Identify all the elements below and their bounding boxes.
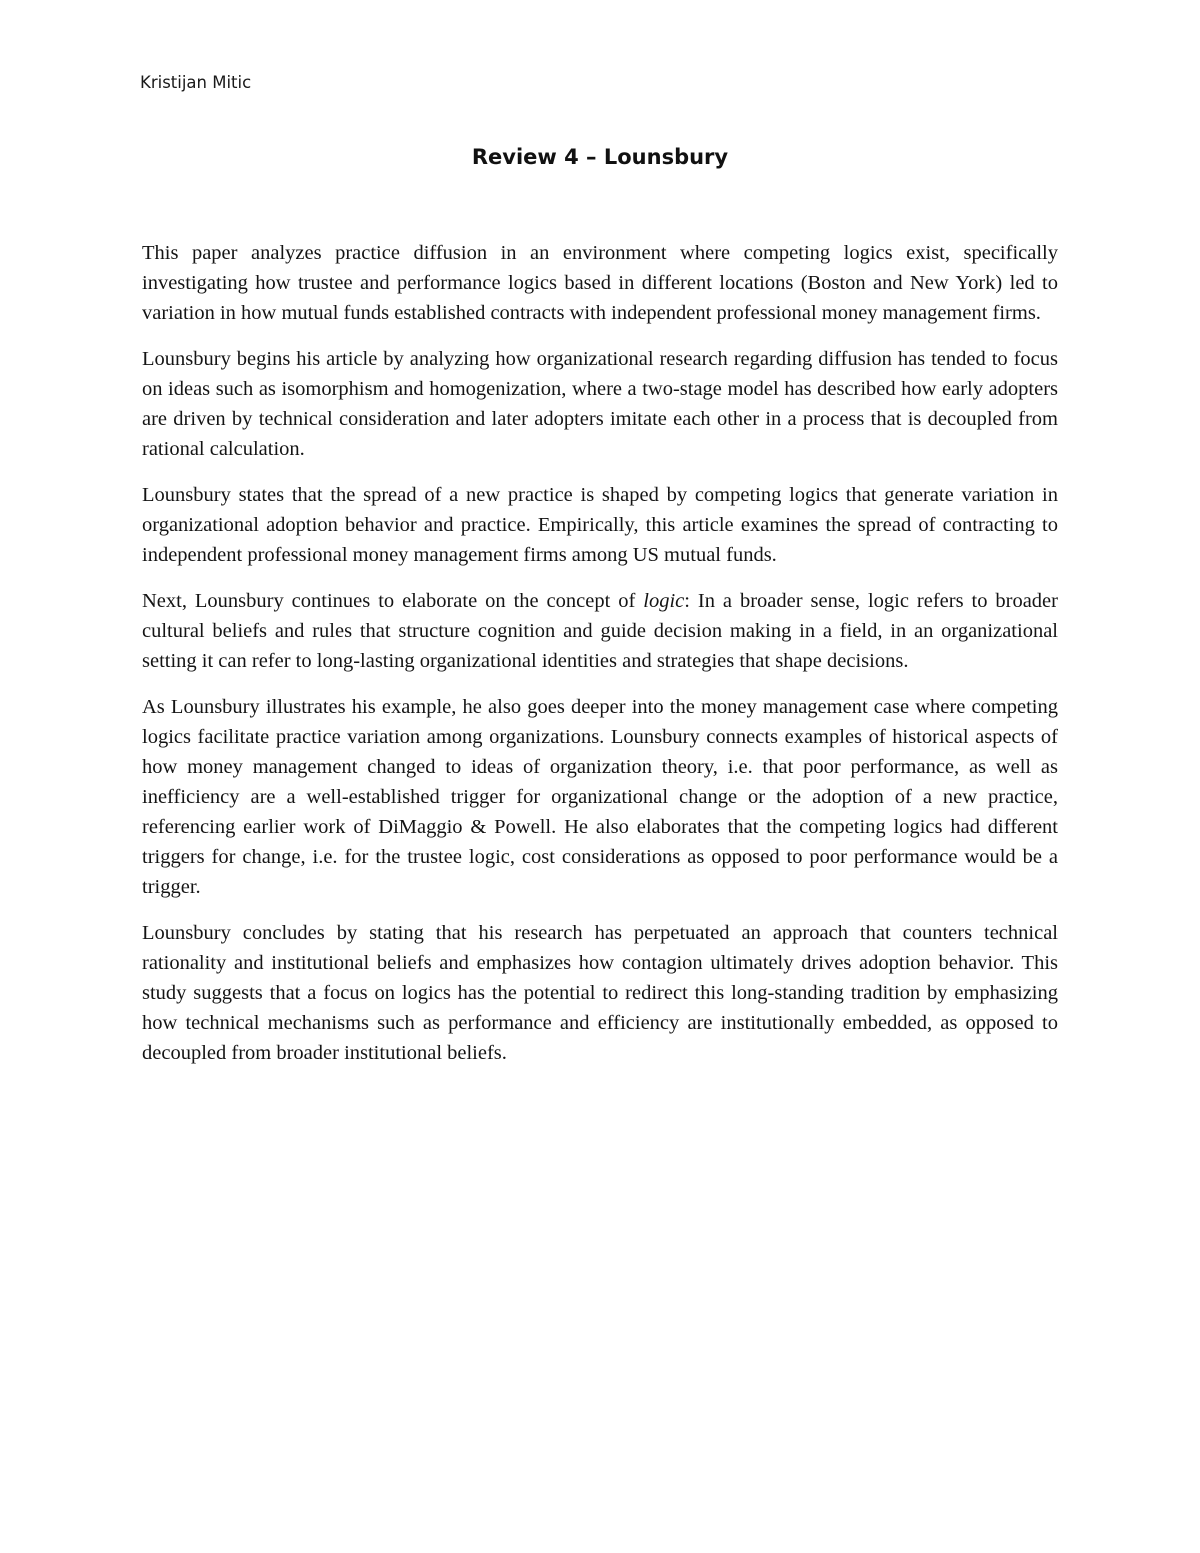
paragraph-5: As Lounsbury illustrates his example, he also goes deeper into the money management case where competing logics facilitate practice variation among organizations. Lounsbury connects examples of historical aspects of how money management changed to ideas of organization theory, i.e. that poor performance, as well as inefficiency are a well-established trigger for organizational change or the adoption of a new practice, referencing earlier work of DiMaggio & Powell. He also elaborates that the competing logics had different triggers for change, i.e. for the trustee logic, cost considerations as opposed to poor performance would be a trigger. <box>142 696 1058 898</box>
document-body <box>142 238 1058 1084</box>
paragraph-6: Lounsbury concludes by stating that his research has perpetuated an approach that counters technical rationality and institutional beliefs and emphasizes how contagion ultimately drives adoption behavior. This study suggests that a focus on logics has the potential to redirect this long-standing tradition by emphasizing how technical mechanisms such as performance and efficiency are institutionally embedded, as opposed to decoupled from broader institutional beliefs. <box>142 922 1058 1064</box>
paragraph-4-before: Next, Lounsbury continues to elaborate on the concept of <box>142 590 644 612</box>
author-name: Kristijan Mitic <box>140 73 252 92</box>
paragraph-3: Lounsbury states that the spread of a new practice is shaped by competing logics that generate variation in organizational adoption behavior and practice. Empirically, this article examines the spread of contracting to independent professional money management firms among US mutual funds. <box>142 484 1058 566</box>
paragraph-2: Lounsbury begins his article by analyzing how organizational research regarding diffusion has tended to focus on ideas such as isomorphism and homogenization, where a two-stage model has described how early adopters are driven by technical consideration and later adopters imitate each other in a process that is decoupled from rational calculation. <box>142 348 1058 460</box>
paragraph-1: This paper analyzes practice diffusion in an environment where competing logics exist, specifically investigating how trustee and performance logics based in different locations (Boston and New York) led to variation in how mutual funds established contracts with independent professional money management firms. <box>142 242 1058 324</box>
document-title: Review 4 – Lounsbury <box>471 145 729 169</box>
paragraph-4-emphasis: logic <box>643 590 685 612</box>
paragraph-4-after: : In a broader sense, logic refers to broader cultural beliefs and rules that structure cognition and guide decision making in a field, in an organizational setting it can refer to long-lasting organizational identities and strategies that shape decisions. <box>142 590 1058 672</box>
paragraph-4 <box>142 586 1058 676</box>
